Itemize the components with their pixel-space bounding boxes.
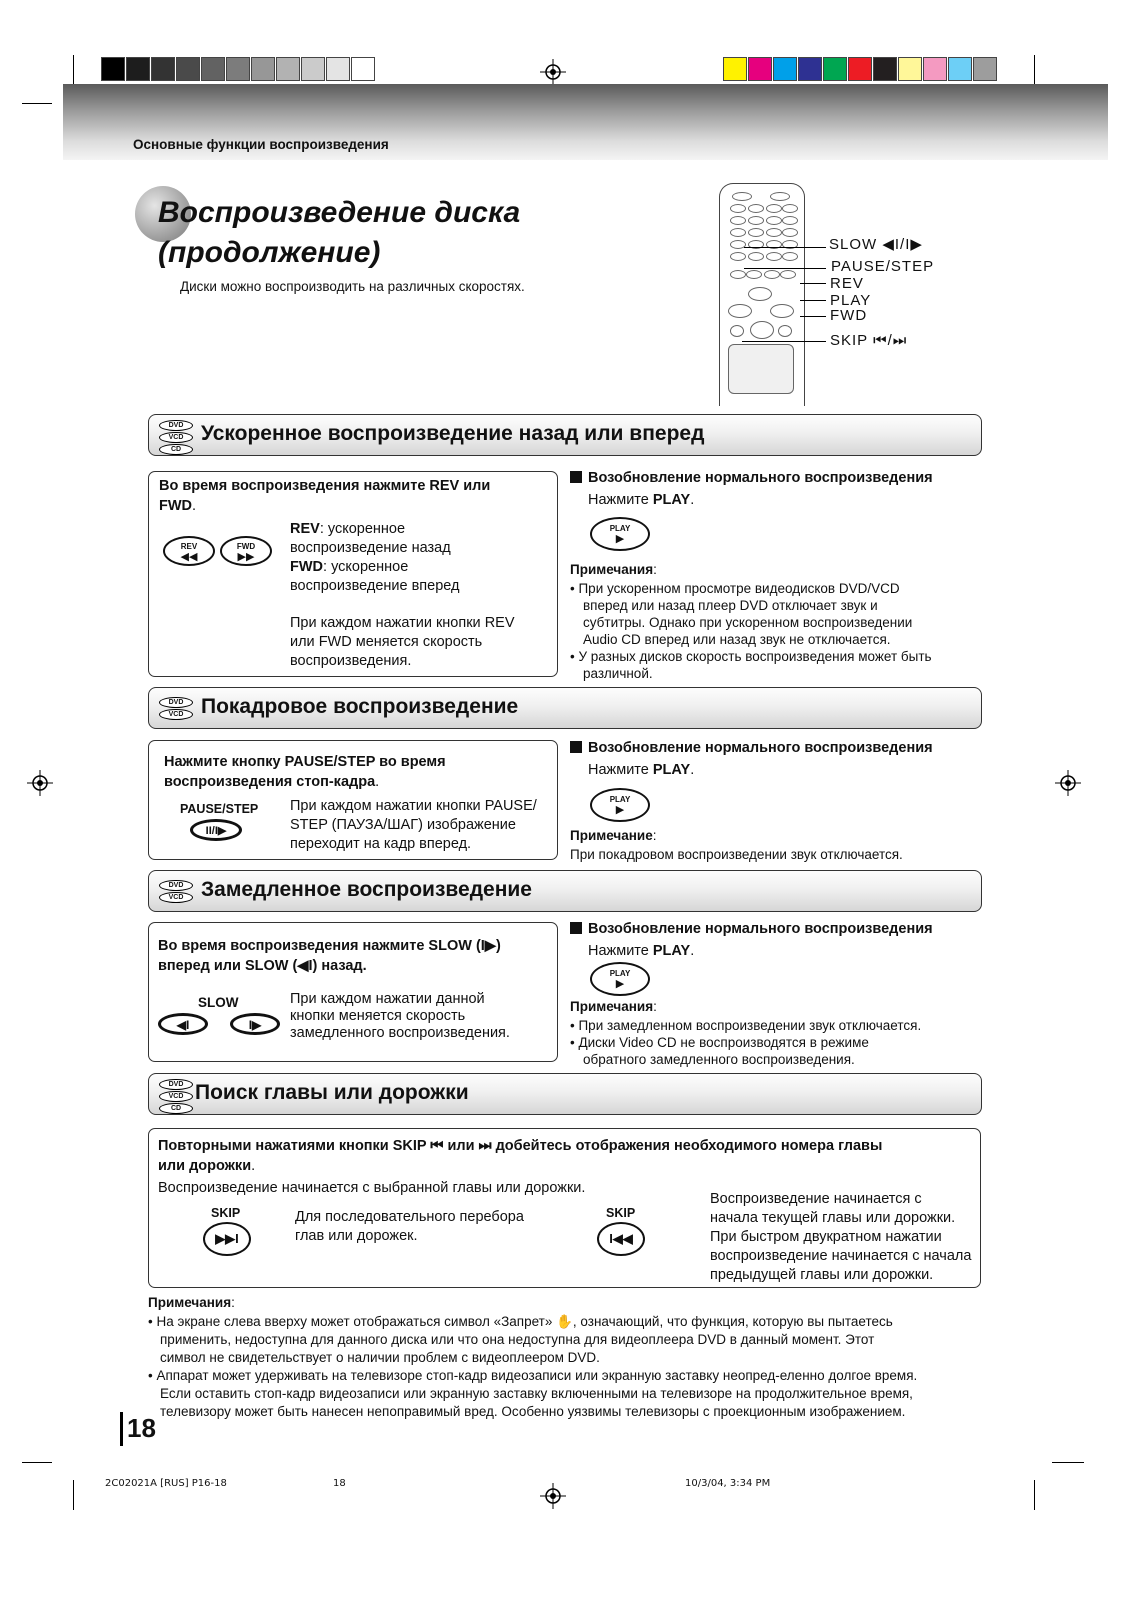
pause-step-button-icon: ΙΙ/Ι▶ [190,819,242,841]
crop-mark [73,55,74,85]
vcd-icon: VCD [159,892,193,903]
slow-reverse-button-icon: ◀Ι [158,1013,208,1035]
crop-mark [22,103,52,104]
dvd-icon: DVD [159,697,193,708]
resume-heading: Возобновление нормального воспроизведения [570,470,933,486]
play-button-icon: PLAY ▶ [590,517,650,551]
section-title: Основные функции воспроизведения [133,137,389,152]
section-heading: Ускоренное воспроизведение назад или вперед [201,422,705,445]
skip-previous-button-icon: Ι◀◀ [597,1222,645,1256]
section-bar-chapter-search [148,1073,982,1115]
notes-label: Примечание: [570,828,657,843]
skip-next-description: Для последовательного перебора глав или дорожек. [295,1209,524,1244]
registration-mark-icon [27,770,53,796]
resume-instruction: Нажмите PLAY. [588,762,695,778]
rev-button-icon: REV ◀◀ [163,536,215,566]
callout-line [744,268,826,269]
disc-type-icons [159,697,193,721]
remote-label-play: PLAY [830,292,872,309]
callout-line [744,247,826,248]
speed-change-text: При каждом нажатии кнопки REV или FWD меняется скорость воспроизведения. [290,615,515,669]
cd-icon: CD [159,444,193,455]
notes-label: Примечания: [148,1295,235,1310]
resume-instruction: Нажмите PLAY. [588,943,695,959]
skip-next-caption: SKIP [211,1206,241,1220]
registration-mark-icon [540,1483,566,1509]
skip-next-button-icon: ▶▶Ι [203,1222,251,1256]
play-button-icon: PLAY ▶ [590,962,650,996]
slow-caption: SLOW [198,995,239,1010]
remote-label-fwd: FWD [830,307,868,324]
callout-line [742,341,826,342]
page-number: 18 [127,1413,156,1443]
resume-instruction: Нажмите PLAY. [588,492,695,508]
callout-line [800,316,826,317]
dvd-icon: DVD [159,880,193,891]
remote-label-skip: SKIP ⏮/⏭ [830,332,908,349]
resume-heading: Возобновление нормального воспроизведения [570,921,933,937]
vcd-icon: VCD [159,432,193,443]
page-number-rule [120,1412,123,1446]
dvd-icon: DVD [159,1079,193,1090]
page-title-line1: Воспроизведение диска [158,196,521,229]
instruction-text: Нажмите кнопку PAUSE/STEP во время воспроизведения стоп-кадра. [164,754,446,790]
registration-mark-icon [540,59,566,85]
slow-description: При каждом нажатии данной кнопки меняется скорость замедленного воспроизведения. [290,991,510,1041]
pause-step-caption: PAUSE/STEP [180,802,259,816]
note-text: При покадровом воспроизведении звук отключается. [570,847,903,862]
footer-page: 18 [333,1478,346,1489]
section-heading: Покадровое воспроизведение [201,695,519,718]
remote-control-illustration [719,183,805,406]
notes-list: • При замедленном воспроизведении звук отключается. • Диски Video CD не воспроизводятся в режиме обратного замедленного воспроизведения. [570,1018,922,1067]
page-title-line2: (продолжение) [158,236,381,269]
footer-timestamp: 10/3/04, 3:34 PM [685,1478,771,1489]
remote-label-pause-step: PAUSE/STEP [831,258,935,275]
notes-label: Примечания: [570,999,657,1014]
disc-type-icons [159,420,193,456]
notes-list: • При ускоренном просмотре видеодисков DVD/VCD вперед или назад плеер DVD отключает звук и субтитры. Однако при ускоренном воспроизведении Audio CD вперед или назад звук не отключается. • У разных дисков скорость воспроизведения может быть различной. [570,581,932,681]
callout-line [800,283,826,284]
vcd-icon: VCD [159,1091,193,1102]
fwd-button-icon: FWD ▶▶ [220,536,272,566]
section-bar-fast-playback [148,414,982,456]
crop-mark [1034,55,1035,85]
vcd-icon: VCD [159,709,193,720]
instruction-text: Повторными нажатиями кнопки SKIP ⏮ или ⏭ добейтесь отображения необходимого номера главы или дорожки. [158,1138,883,1174]
rev-fwd-description: REV: ускоренное воспроизведение назад FWD: ускоренное воспроизведение вперед [290,521,460,594]
skip-previous-description: Воспроизведение начинается с начала текущей главы или дорожки. При быстром двукратном нажатии воспроизведение начинается с начала предыдущей главы или дорожки. [710,1191,972,1283]
crop-mark [73,1480,74,1510]
disc-type-icons [159,880,193,904]
section-heading: Поиск главы или дорожки [195,1081,469,1104]
notes-label: Примечания: [570,562,657,577]
registration-mark-icon [1055,770,1081,796]
footer-file-id: 2C02021A [RUS] P16-18 [105,1478,227,1489]
disc-type-icons [159,1079,193,1115]
section-bar-slow-motion [148,870,982,912]
section-bar-frame-by-frame [148,687,982,729]
section-heading: Замедленное воспроизведение [201,878,532,901]
slow-forward-button-icon: Ι▶ [230,1013,280,1035]
callout-line [800,300,826,301]
remote-label-slow: SLOW ◀Ι/Ι▶ [829,236,923,253]
remote-label-rev: REV [830,275,864,292]
instruction-text: Во время воспроизведения нажмите REV или FWD. [159,478,491,514]
dvd-icon: DVD [159,420,193,431]
page-title [158,193,520,273]
resume-heading: Возобновление нормального воспроизведения [570,740,933,756]
page-subtitle: Диски можно воспроизводить на различных скоростях. [180,279,525,294]
skip-result-text: Воспроизведение начинается с выбранной главы или дорожки. [158,1180,586,1196]
skip-previous-caption: SKIP [606,1206,636,1220]
crop-mark [22,1462,52,1463]
pause-step-description: При каждом нажатии кнопки PAUSE/ STEP (ПАУЗА/ШАГ) изображение переходит на кадр вперед. [290,798,537,852]
crop-mark [1052,1462,1084,1463]
cd-icon: CD [159,1103,193,1114]
play-button-icon: PLAY ▶ [590,788,650,822]
crop-mark [1034,1480,1035,1510]
instruction-text: Во время воспроизведения нажмите SLOW (Ι▶) вперед или SLOW (◀Ι) назад. [158,938,501,974]
general-notes-list: • На экране слева вверху может отображаться символ «Запрет» ✋, означающий, что функция, которую вы пытаетесь применить, недоступна для данного диска или что она недоступна для видеоплеера DVD в данный момент. Этот символ не свидетельствует о наличии проблем с видеоплеером DVD. • Аппарат может удерживать на телевизоре стоп-кадр видеозаписи или экранную заставку неопред-еленно долгое время. Если оставить стоп-кадр видеозаписи или экранную заставку включенными на телевизоре на продолжительное время, телевизору может быть нанесен непоправимый вред. Особенно уязвимы телевизоры с проекционным изображением. [148,1314,918,1419]
